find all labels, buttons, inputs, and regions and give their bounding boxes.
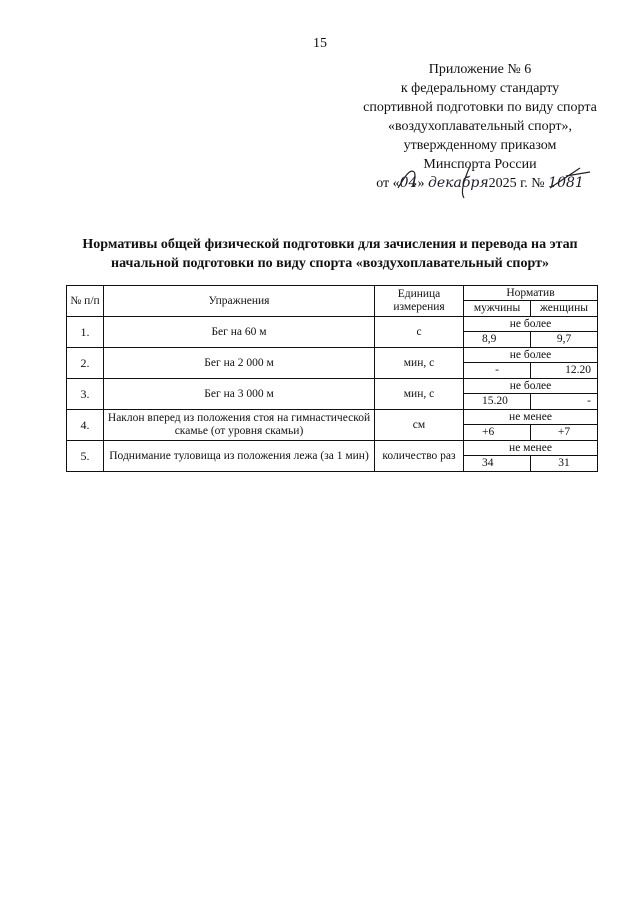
row-exercise: Бег на 2 000 м (104, 348, 375, 379)
heading-line: Нормативы общей физической подготовки для зачисления и перевода на этап (82, 237, 578, 252)
heading-line: начальной подготовки по виду спорта «воздухоплавательный спорт» (111, 256, 549, 271)
header-num: № п/п (67, 286, 104, 317)
row-unit: с (375, 317, 464, 348)
table-row (67, 441, 598, 456)
row-unit: см (375, 410, 464, 441)
date-mid: » (417, 176, 425, 191)
row-men-value: 34 (464, 456, 531, 472)
row-unit: количество раз (375, 441, 464, 472)
row-women-value: 9,7 (531, 332, 598, 348)
row-women-value: - (531, 394, 598, 410)
signature-strokes-icon (390, 158, 610, 200)
handwritten-month: декабря (427, 175, 489, 191)
appendix-line: Минспорта России (423, 157, 537, 172)
row-exercise: Наклон вперед из положения стоя на гимнастической скамье (от уровня скамьи) (104, 410, 375, 441)
table-header-row (67, 286, 598, 301)
row-exercise: Бег на 60 м (104, 317, 375, 348)
appendix-line: утвержденному приказом (403, 138, 557, 153)
table-row (67, 317, 598, 332)
page-number: 15 (313, 36, 327, 51)
header-women: женщины (531, 301, 598, 317)
date-year: 2025 г. № (488, 176, 545, 191)
row-num: 2. (67, 348, 104, 379)
header-norm: Норматив (464, 286, 598, 301)
date-prefix: от « (376, 176, 400, 191)
row-norm-type: не более (464, 317, 598, 332)
appendix-line: «воздухоплавательный спорт», (387, 119, 573, 134)
appendix-line: к федеральному стандарту (400, 81, 560, 96)
row-women-value: 31 (531, 456, 598, 472)
row-num: 4. (67, 410, 104, 441)
row-norm-type: не менее (464, 441, 598, 456)
table-row (67, 410, 598, 425)
norms-table (66, 285, 598, 472)
row-men-value: +6 (464, 425, 531, 441)
row-men-value: 15.20 (464, 394, 531, 410)
header-unit: Единица измерения (375, 286, 464, 317)
appendix-line: Приложение № 6 (428, 62, 532, 77)
row-exercise: Поднимание туловища из положения лежа (за 1 мин) (104, 441, 375, 472)
row-num: 1. (67, 317, 104, 348)
handwritten-day: 04 (399, 175, 418, 191)
table-row (67, 348, 598, 363)
row-num: 5. (67, 441, 104, 472)
row-num: 3. (67, 379, 104, 410)
document-heading (40, 235, 620, 273)
header-exercise: Упражнения (104, 286, 375, 317)
row-norm-type: не менее (464, 410, 598, 425)
row-men-value: - (464, 363, 531, 379)
table-row (67, 379, 598, 394)
row-norm-type: не более (464, 348, 598, 363)
row-men-value: 8,9 (464, 332, 531, 348)
row-norm-type: не более (464, 379, 598, 394)
row-women-value: +7 (531, 425, 598, 441)
handwritten-order-number: 1081 (548, 175, 584, 191)
header-men: мужчины (464, 301, 531, 317)
row-exercise: Бег на 3 000 м (104, 379, 375, 410)
row-unit: мин, с (375, 379, 464, 410)
row-women-value: 12.20 (531, 363, 598, 379)
appendix-line: спортивной подготовки по виду спорта (363, 100, 597, 115)
row-unit: мин, с (375, 348, 464, 379)
